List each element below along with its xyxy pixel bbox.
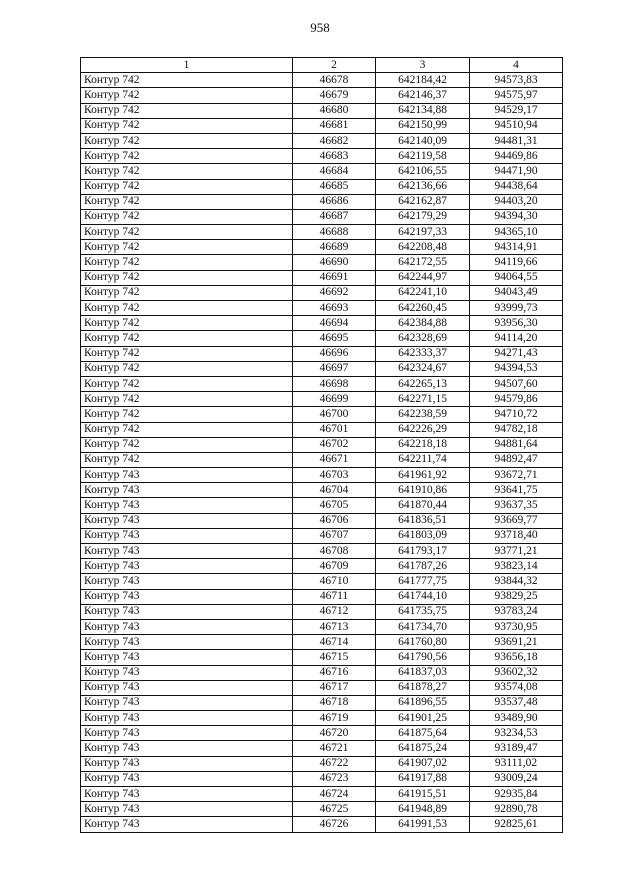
x-coordinate-cell: 641803,09: [376, 528, 470, 543]
x-coordinate-cell: 642134,88: [376, 103, 470, 118]
x-coordinate-cell: 641870,44: [376, 498, 470, 513]
y-coordinate-cell: 94119,66: [470, 255, 563, 270]
table-row: [81, 574, 563, 589]
table-row: [81, 422, 563, 437]
table-row: [81, 209, 563, 224]
contour-name-cell: Контур 743: [81, 619, 293, 634]
point-number-cell: 46693: [293, 301, 376, 316]
y-coordinate-cell: 94438,64: [470, 179, 563, 194]
point-number-cell: 46682: [293, 133, 376, 148]
x-coordinate-cell: 641875,24: [376, 741, 470, 756]
x-coordinate-cell: 641901,25: [376, 711, 470, 726]
point-number-cell: 46700: [293, 407, 376, 422]
x-coordinate-cell: 641744,10: [376, 589, 470, 604]
x-coordinate-cell: 642208,48: [376, 240, 470, 255]
y-coordinate-cell: 94394,53: [470, 361, 563, 376]
contour-name-cell: Контур 743: [81, 559, 293, 574]
contour-name-cell: Контур 743: [81, 635, 293, 650]
point-number-cell: 46688: [293, 225, 376, 240]
table-row: [81, 194, 563, 209]
y-coordinate-cell: 94510,94: [470, 118, 563, 133]
table-row: [81, 452, 563, 467]
contour-name-cell: Контур 742: [81, 316, 293, 331]
contour-name-cell: Контур 743: [81, 802, 293, 817]
x-coordinate-cell: 641836,51: [376, 513, 470, 528]
x-coordinate-cell: 642140,09: [376, 133, 470, 148]
x-coordinate-cell: 642260,45: [376, 301, 470, 316]
y-coordinate-cell: 94043,49: [470, 285, 563, 300]
point-number-cell: 46702: [293, 437, 376, 452]
contour-name-cell: Контур 743: [81, 680, 293, 695]
table-row: [81, 498, 563, 513]
x-coordinate-cell: 641735,75: [376, 604, 470, 619]
y-coordinate-cell: 94579,86: [470, 392, 563, 407]
y-coordinate-cell: 94365,10: [470, 225, 563, 240]
contour-name-cell: Контур 742: [81, 164, 293, 179]
point-number-cell: 46705: [293, 498, 376, 513]
point-number-cell: 46725: [293, 802, 376, 817]
y-coordinate-cell: 94575,97: [470, 88, 563, 103]
y-coordinate-cell: 94573,83: [470, 73, 563, 88]
point-number-cell: 46692: [293, 285, 376, 300]
x-coordinate-cell: 642172,55: [376, 255, 470, 270]
point-number-cell: 46696: [293, 346, 376, 361]
contour-name-cell: Контур 743: [81, 665, 293, 680]
point-number-cell: 46678: [293, 73, 376, 88]
y-coordinate-cell: 94314,91: [470, 240, 563, 255]
y-coordinate-cell: 94782,18: [470, 422, 563, 437]
x-coordinate-cell: 641917,88: [376, 771, 470, 786]
point-number-cell: 46707: [293, 528, 376, 543]
point-number-cell: 46723: [293, 771, 376, 786]
contour-name-cell: Контур 743: [81, 513, 293, 528]
y-coordinate-cell: 94403,20: [470, 194, 563, 209]
table-row: [81, 589, 563, 604]
table-row: [81, 164, 563, 179]
table-row: [81, 133, 563, 148]
column-header-2: 2: [293, 58, 376, 73]
point-number-cell: 46695: [293, 331, 376, 346]
x-coordinate-cell: 642241,10: [376, 285, 470, 300]
table-row: [81, 711, 563, 726]
table-row: [81, 376, 563, 391]
contour-name-cell: Контур 743: [81, 756, 293, 771]
x-coordinate-cell: 641878,27: [376, 680, 470, 695]
table-row: [81, 695, 563, 710]
y-coordinate-cell: 93669,77: [470, 513, 563, 528]
table-row: [81, 407, 563, 422]
x-coordinate-cell: 641915,51: [376, 787, 470, 802]
table-row: [81, 149, 563, 164]
point-number-cell: 46719: [293, 711, 376, 726]
coordinates-table: [80, 57, 563, 833]
contour-name-cell: Контур 742: [81, 149, 293, 164]
point-number-cell: 46694: [293, 316, 376, 331]
point-number-cell: 46724: [293, 787, 376, 802]
y-coordinate-cell: 93783,24: [470, 604, 563, 619]
table-row: [81, 392, 563, 407]
contour-name-cell: Контур 742: [81, 103, 293, 118]
table-header-row: [81, 58, 563, 73]
table-row: [81, 544, 563, 559]
point-number-cell: 46711: [293, 589, 376, 604]
y-coordinate-cell: 94507,60: [470, 376, 563, 391]
contour-name-cell: Контур 742: [81, 179, 293, 194]
point-number-cell: 46721: [293, 741, 376, 756]
y-coordinate-cell: 94881,64: [470, 437, 563, 452]
y-coordinate-cell: 94471,90: [470, 164, 563, 179]
y-coordinate-cell: 94481,31: [470, 133, 563, 148]
point-number-cell: 46680: [293, 103, 376, 118]
table-row: [81, 88, 563, 103]
table-row: [81, 301, 563, 316]
table-row: [81, 468, 563, 483]
y-coordinate-cell: 93009,24: [470, 771, 563, 786]
contour-name-cell: Контур 742: [81, 255, 293, 270]
point-number-cell: 46687: [293, 209, 376, 224]
y-coordinate-cell: 93602,32: [470, 665, 563, 680]
point-number-cell: 46690: [293, 255, 376, 270]
point-number-cell: 46726: [293, 817, 376, 832]
contour-name-cell: Контур 742: [81, 73, 293, 88]
contour-name-cell: Контур 742: [81, 194, 293, 209]
contour-name-cell: Контур 742: [81, 301, 293, 316]
table-row: [81, 619, 563, 634]
x-coordinate-cell: 641948,89: [376, 802, 470, 817]
table-row: [81, 483, 563, 498]
table-row: [81, 741, 563, 756]
contour-name-cell: Контур 742: [81, 88, 293, 103]
point-number-cell: 46686: [293, 194, 376, 209]
contour-name-cell: Контур 742: [81, 422, 293, 437]
point-number-cell: 46720: [293, 726, 376, 741]
point-number-cell: 46715: [293, 650, 376, 665]
point-number-cell: 46708: [293, 544, 376, 559]
contour-name-cell: Контур 742: [81, 331, 293, 346]
point-number-cell: 46716: [293, 665, 376, 680]
y-coordinate-cell: 93730,95: [470, 619, 563, 634]
y-coordinate-cell: 94271,43: [470, 346, 563, 361]
contour-name-cell: Контур 743: [81, 589, 293, 604]
table-body: [81, 73, 563, 832]
x-coordinate-cell: 642179,29: [376, 209, 470, 224]
y-coordinate-cell: 93844,32: [470, 574, 563, 589]
contour-name-cell: Контур 742: [81, 225, 293, 240]
y-coordinate-cell: 93489,90: [470, 711, 563, 726]
y-coordinate-cell: 93641,75: [470, 483, 563, 498]
table-row: [81, 225, 563, 240]
table-row: [81, 528, 563, 543]
x-coordinate-cell: 642324,67: [376, 361, 470, 376]
contour-name-cell: Контур 743: [81, 771, 293, 786]
point-number-cell: 46697: [293, 361, 376, 376]
contour-name-cell: Контур 743: [81, 787, 293, 802]
table-row: [81, 285, 563, 300]
x-coordinate-cell: 642333,37: [376, 346, 470, 361]
x-coordinate-cell: 642211,74: [376, 452, 470, 467]
page-number: 958: [310, 20, 330, 35]
table-row: [81, 270, 563, 285]
y-coordinate-cell: 93823,14: [470, 559, 563, 574]
point-number-cell: 46684: [293, 164, 376, 179]
y-coordinate-cell: 92825,61: [470, 817, 563, 832]
contour-name-cell: Контур 742: [81, 361, 293, 376]
point-number-cell: 46691: [293, 270, 376, 285]
point-number-cell: 46703: [293, 468, 376, 483]
x-coordinate-cell: 641790,56: [376, 650, 470, 665]
y-coordinate-cell: 93829,25: [470, 589, 563, 604]
table-row: [81, 635, 563, 650]
point-number-cell: 46701: [293, 422, 376, 437]
y-coordinate-cell: 93656,18: [470, 650, 563, 665]
table-row: [81, 665, 563, 680]
contour-name-cell: Контур 743: [81, 650, 293, 665]
x-coordinate-cell: 641896,55: [376, 695, 470, 710]
table-row: [81, 817, 563, 832]
y-coordinate-cell: 93234,53: [470, 726, 563, 741]
x-coordinate-cell: 642244,97: [376, 270, 470, 285]
contour-name-cell: Контур 742: [81, 270, 293, 285]
contour-name-cell: Контур 743: [81, 528, 293, 543]
contour-name-cell: Контур 742: [81, 346, 293, 361]
x-coordinate-cell: 642136,66: [376, 179, 470, 194]
point-number-cell: 46706: [293, 513, 376, 528]
table-row: [81, 240, 563, 255]
table-row: [81, 726, 563, 741]
table-row: [81, 437, 563, 452]
x-coordinate-cell: 642271,15: [376, 392, 470, 407]
table-row: [81, 118, 563, 133]
point-number-cell: 46699: [293, 392, 376, 407]
point-number-cell: 46712: [293, 604, 376, 619]
y-coordinate-cell: 92890,78: [470, 802, 563, 817]
y-coordinate-cell: 93574,08: [470, 680, 563, 695]
x-coordinate-cell: 641991,53: [376, 817, 470, 832]
x-coordinate-cell: 641734,70: [376, 619, 470, 634]
x-coordinate-cell: 641961,92: [376, 468, 470, 483]
column-header-4: 4: [470, 58, 563, 73]
table-row: [81, 513, 563, 528]
table-row: [81, 559, 563, 574]
table-row: [81, 787, 563, 802]
point-number-cell: 46717: [293, 680, 376, 695]
y-coordinate-cell: 94710,72: [470, 407, 563, 422]
point-number-cell: 46710: [293, 574, 376, 589]
y-coordinate-cell: 93111,02: [470, 756, 563, 771]
y-coordinate-cell: 92935,84: [470, 787, 563, 802]
x-coordinate-cell: 641777,75: [376, 574, 470, 589]
contour-name-cell: Контур 743: [81, 468, 293, 483]
contour-name-cell: Контур 742: [81, 285, 293, 300]
column-header-1: 1: [81, 58, 293, 73]
point-number-cell: 46683: [293, 149, 376, 164]
y-coordinate-cell: 94892,47: [470, 452, 563, 467]
table-row: [81, 650, 563, 665]
point-number-cell: 46685: [293, 179, 376, 194]
x-coordinate-cell: 641760,80: [376, 635, 470, 650]
x-coordinate-cell: 641910,86: [376, 483, 470, 498]
x-coordinate-cell: 641793,17: [376, 544, 470, 559]
table-row: [81, 802, 563, 817]
contour-name-cell: Контур 742: [81, 133, 293, 148]
point-number-cell: 46689: [293, 240, 376, 255]
x-coordinate-cell: 642384,88: [376, 316, 470, 331]
y-coordinate-cell: 94114,20: [470, 331, 563, 346]
contour-name-cell: Контур 743: [81, 726, 293, 741]
x-coordinate-cell: 642146,37: [376, 88, 470, 103]
point-number-cell: 46681: [293, 118, 376, 133]
table-row: [81, 771, 563, 786]
y-coordinate-cell: 93672,71: [470, 468, 563, 483]
x-coordinate-cell: 642328,69: [376, 331, 470, 346]
x-coordinate-cell: 642106,55: [376, 164, 470, 179]
table-row: [81, 604, 563, 619]
table-row: [81, 346, 563, 361]
contour-name-cell: Контур 742: [81, 209, 293, 224]
x-coordinate-cell: 641787,26: [376, 559, 470, 574]
point-number-cell: 46709: [293, 559, 376, 574]
y-coordinate-cell: 94394,30: [470, 209, 563, 224]
x-coordinate-cell: 641907,02: [376, 756, 470, 771]
y-coordinate-cell: 93771,21: [470, 544, 563, 559]
point-number-cell: 46722: [293, 756, 376, 771]
table-row: [81, 73, 563, 88]
point-number-cell: 46704: [293, 483, 376, 498]
x-coordinate-cell: 642162,87: [376, 194, 470, 209]
x-coordinate-cell: 642238,59: [376, 407, 470, 422]
contour-name-cell: Контур 742: [81, 240, 293, 255]
contour-name-cell: Контур 743: [81, 574, 293, 589]
y-coordinate-cell: 94529,17: [470, 103, 563, 118]
x-coordinate-cell: 642197,33: [376, 225, 470, 240]
contour-name-cell: Контур 743: [81, 483, 293, 498]
column-header-3: 3: [376, 58, 470, 73]
point-number-cell: 46713: [293, 619, 376, 634]
contour-name-cell: Контур 743: [81, 498, 293, 513]
contour-name-cell: Контур 742: [81, 407, 293, 422]
y-coordinate-cell: 93189,47: [470, 741, 563, 756]
x-coordinate-cell: 642218,18: [376, 437, 470, 452]
y-coordinate-cell: 93999,73: [470, 301, 563, 316]
x-coordinate-cell: 642265,13: [376, 376, 470, 391]
contour-name-cell: Контур 742: [81, 118, 293, 133]
y-coordinate-cell: 93718,40: [470, 528, 563, 543]
contour-name-cell: Контур 743: [81, 817, 293, 832]
contour-name-cell: Контур 743: [81, 741, 293, 756]
y-coordinate-cell: 93956,30: [470, 316, 563, 331]
table-row: [81, 255, 563, 270]
contour-name-cell: Контур 743: [81, 695, 293, 710]
point-number-cell: 46714: [293, 635, 376, 650]
x-coordinate-cell: 642150,99: [376, 118, 470, 133]
contour-name-cell: Контур 743: [81, 604, 293, 619]
x-coordinate-cell: 641837,03: [376, 665, 470, 680]
x-coordinate-cell: 641875,64: [376, 726, 470, 741]
point-number-cell: 46671: [293, 452, 376, 467]
table-row: [81, 331, 563, 346]
y-coordinate-cell: 93537,48: [470, 695, 563, 710]
point-number-cell: 46698: [293, 376, 376, 391]
y-coordinate-cell: 94064,55: [470, 270, 563, 285]
table-row: [81, 103, 563, 118]
table-row: [81, 179, 563, 194]
table-row: [81, 756, 563, 771]
y-coordinate-cell: 93691,21: [470, 635, 563, 650]
y-coordinate-cell: 93637,35: [470, 498, 563, 513]
x-coordinate-cell: 642184,42: [376, 73, 470, 88]
contour-name-cell: Контур 743: [81, 544, 293, 559]
table-row: [81, 361, 563, 376]
x-coordinate-cell: 642119,58: [376, 149, 470, 164]
point-number-cell: 46679: [293, 88, 376, 103]
y-coordinate-cell: 94469,86: [470, 149, 563, 164]
x-coordinate-cell: 642226,29: [376, 422, 470, 437]
contour-name-cell: Контур 742: [81, 376, 293, 391]
contour-name-cell: Контур 742: [81, 437, 293, 452]
contour-name-cell: Контур 743: [81, 711, 293, 726]
table-row: [81, 316, 563, 331]
contour-name-cell: Контур 742: [81, 452, 293, 467]
table-row: [81, 680, 563, 695]
point-number-cell: 46718: [293, 695, 376, 710]
contour-name-cell: Контур 742: [81, 392, 293, 407]
